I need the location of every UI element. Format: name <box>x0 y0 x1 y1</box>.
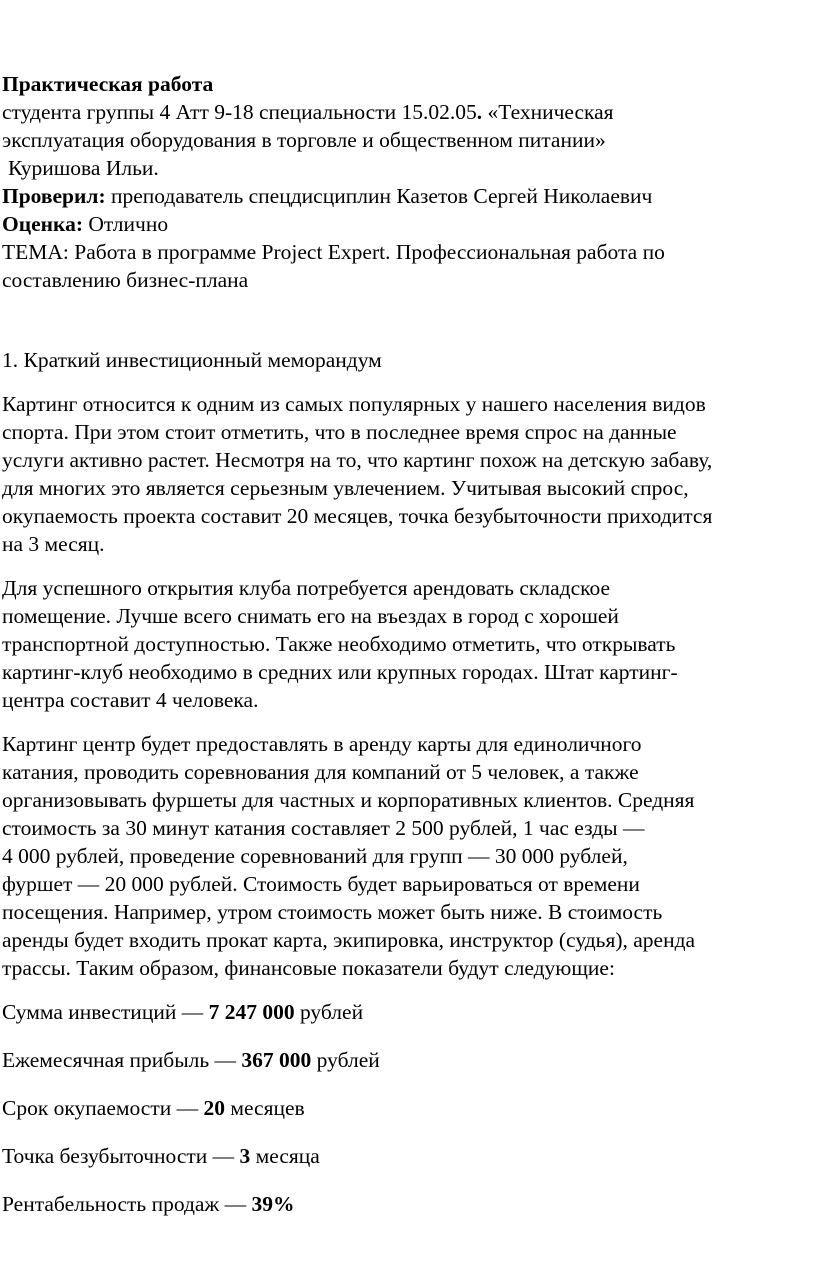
spacer <box>2 294 808 346</box>
metric-value: 3 <box>239 1144 251 1168</box>
paragraph-line: окупаемость проекта составит 20 месяцев, точка безубыточности приходится <box>2 504 713 528</box>
grade-label: Оценка: <box>2 212 84 236</box>
paragraph-1 <box>2 390 808 558</box>
student-line-1 <box>2 98 808 126</box>
paragraph-line: транспортной доступностью. Также необходимо отметить, что открывать <box>2 632 676 656</box>
metric-payback <box>2 1094 808 1122</box>
metric-unit: рублей <box>294 1000 364 1024</box>
paragraph-line: аренды будет входить прокат карта, экипировка, инструктор (судья), аренда <box>2 928 696 952</box>
paragraph-line: Картинг центр будет предоставлять в аренду карты для единоличного <box>2 732 642 756</box>
student-line-2: эксплуатация оборудования в торговле и общественном питании» <box>2 128 606 152</box>
financial-metrics <box>2 998 808 1218</box>
paragraph-line: помещение. Лучше всего снимать его на въездах в город с хорошей <box>2 604 619 628</box>
paragraph-line: организовывать фуршеты для частных и корпоративных клиентов. Средняя <box>2 788 695 812</box>
paragraph-line: катания, проводить соревнования для компаний от 5 человек, а также <box>2 760 639 784</box>
metric-value: 367 000 <box>241 1048 312 1072</box>
checked-by-value: преподаватель спецдисциплин Казетов Сергей Николаевич <box>105 184 653 208</box>
paragraph-line: картинг-клуб необходимо в средних или крупных городах. Штат картинг- <box>2 660 678 684</box>
paragraph-line: 4 000 рублей, проведение соревнований для групп — 30 000 рублей, <box>2 844 628 868</box>
paragraph-line: на 3 месяц. <box>2 532 105 556</box>
paragraph-3 <box>2 730 808 982</box>
topic-line-2: составлению бизнес-плана <box>2 268 249 292</box>
paragraph-line: центра составит 4 человека. <box>2 688 259 712</box>
metric-investment <box>2 998 808 1026</box>
document-page <box>2 70 808 1238</box>
metric-unit: рублей <box>311 1048 380 1072</box>
metric-value: 39% <box>251 1192 295 1216</box>
document-header <box>2 70 808 294</box>
section-heading: 1. Краткий инвестиционный меморандум <box>2 348 382 372</box>
checked-by-label: Проверил: <box>2 184 106 208</box>
metric-unit: месяца <box>250 1144 320 1168</box>
student-name: Куришова Ильи. <box>8 156 159 180</box>
metric-label: Точка безубыточности — <box>2 1144 240 1168</box>
metric-value: 7 247 000 <box>208 1000 295 1024</box>
paragraph-line: Для успешного открытия клуба потребуется арендовать складское <box>2 576 611 600</box>
grade <box>2 210 808 238</box>
paragraph-line: спорта. При этом стоит отметить, что в последнее время спрос на данные <box>2 420 677 444</box>
paragraph-line: услуги активно растет. Несмотря на то, что картинг похож на детскую забаву, <box>2 448 713 472</box>
checked-by <box>2 182 808 210</box>
paragraph-line: трассы. Таким образом, финансовые показатели будут следующие: <box>2 956 615 980</box>
metric-profitability <box>2 1190 808 1218</box>
metric-breakeven <box>2 1142 808 1170</box>
metric-label: Ежемесячная прибыль — <box>2 1048 242 1072</box>
metric-unit: месяцев <box>224 1096 305 1120</box>
metric-label: Рентабельность продаж — <box>2 1192 252 1216</box>
paragraph-line: фуршет — 20 000 рублей. Стоимость будет варьироваться от времени <box>2 872 640 896</box>
paragraph-2 <box>2 574 808 714</box>
grade-value: Отлично <box>83 212 169 236</box>
student-line-1-text: студента группы 4 Атт 9-18 специальности 15.02.05 <box>2 100 477 124</box>
metric-value: 20 <box>203 1096 225 1120</box>
paragraph-line: посещения. Например, утром стоимость может быть ниже. В стоимость <box>2 900 663 924</box>
metric-label: Сумма инвестиций — <box>2 1000 209 1024</box>
paragraph-line: стоимость за 30 минут катания составляет 2 500 рублей, 1 час езды — <box>2 816 645 840</box>
paragraph-line: для многих это является серьезным увлечением. Учитывая высокий спрос, <box>2 476 689 500</box>
student-line-1-dot: . <box>476 100 483 124</box>
metric-label: Срок окупаемости — <box>2 1096 204 1120</box>
document-title: Практическая работа <box>2 72 214 96</box>
topic-line-1: ТЕМА: Работа в программе Project Expert. Профессиональная работа по <box>2 240 665 264</box>
metric-monthly-profit <box>2 1046 808 1074</box>
paragraph-line: Картинг относится к одним из самых популярных у нашего населения видов <box>2 392 706 416</box>
student-line-1-tail: «Техническая <box>482 100 614 124</box>
